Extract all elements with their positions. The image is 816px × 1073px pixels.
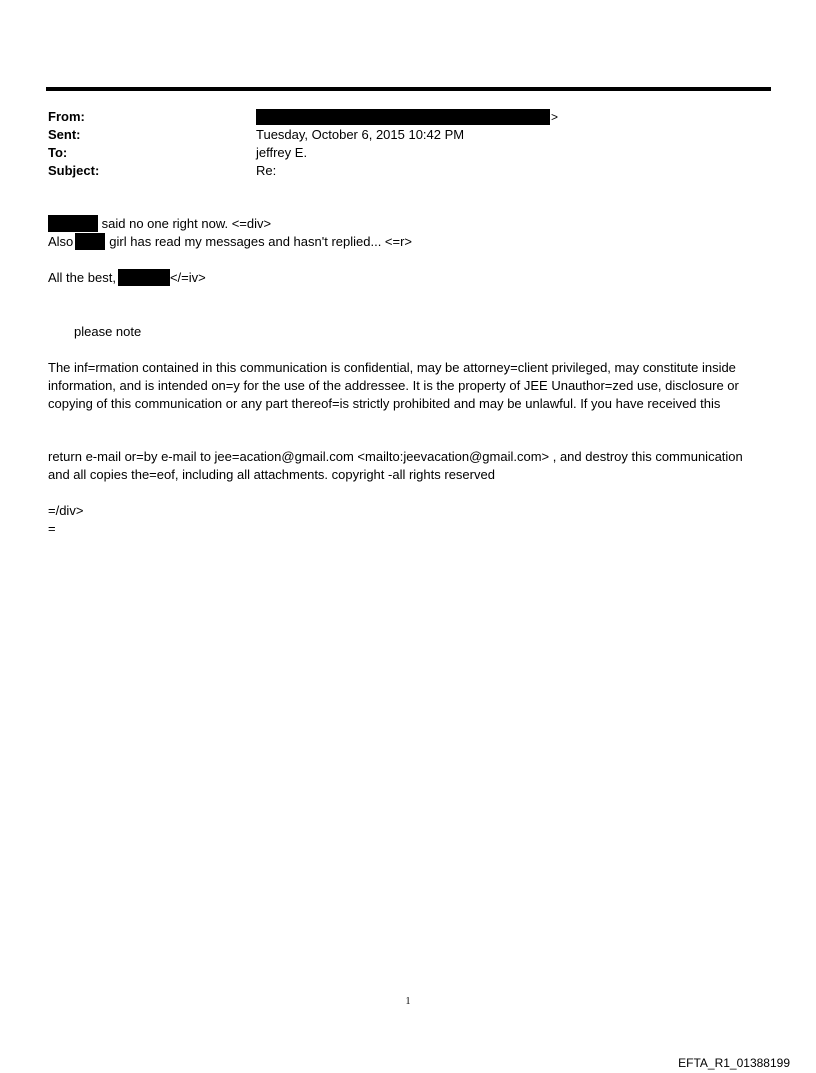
signoff-prefix: All the best, <box>48 270 116 285</box>
from-tail: > <box>551 110 559 124</box>
close-div-line: =/div> <box>48 503 84 518</box>
return-notice-paragraph: return e-mail or=by e-mail to jee=acation@gmail.com <mailto:jeevacation@gmail.com> , and destroy this communication and all copies the=eof, including all attachments. copyright -all rights reserved <box>48 449 743 482</box>
redaction-box <box>256 109 550 125</box>
header-rule <box>46 87 771 91</box>
subject-label: Subject: <box>48 163 100 178</box>
redaction-box <box>75 233 105 250</box>
sent-label: Sent: <box>48 127 81 142</box>
body-line-2-prefix: Also <box>48 234 74 249</box>
from-label: From: <box>48 109 85 124</box>
subject-value: Re: <box>256 163 277 178</box>
sent-value: Tuesday, October 6, 2015 10:42 PM <box>256 127 465 142</box>
redaction-box <box>48 215 98 232</box>
to-value: jeffrey E. <box>256 145 308 160</box>
signoff-line <box>48 269 206 287</box>
document-id: EFTA_R1_01388199 <box>678 1056 790 1070</box>
disclaimer-paragraph: The inf=rmation contained in this communication is confidential, may be attorney=client privileged, may constitute inside information, and is intended on=y for the use of the addressee. It is the property of JEE Unauthor=zed use, disclosure or copying of this communication or any part thereof=is strictly prohibited and may be unlawful. If you have received this <box>48 360 739 411</box>
please-note: please note <box>74 324 142 339</box>
page-number: 1 <box>405 996 411 1007</box>
to-label: To: <box>48 145 68 160</box>
signoff-suffix: </=iv> <box>169 270 206 285</box>
equals-line: = <box>48 521 56 536</box>
body-line-2-suffix: girl has read my messages and hasn't replied... <=r> <box>109 234 413 249</box>
body-line-1-text: said no one right now. <=div> <box>101 216 272 231</box>
body-line-2 <box>48 233 412 251</box>
from-value <box>256 108 558 126</box>
body-line-1 <box>48 215 271 233</box>
redaction-box <box>118 269 170 286</box>
